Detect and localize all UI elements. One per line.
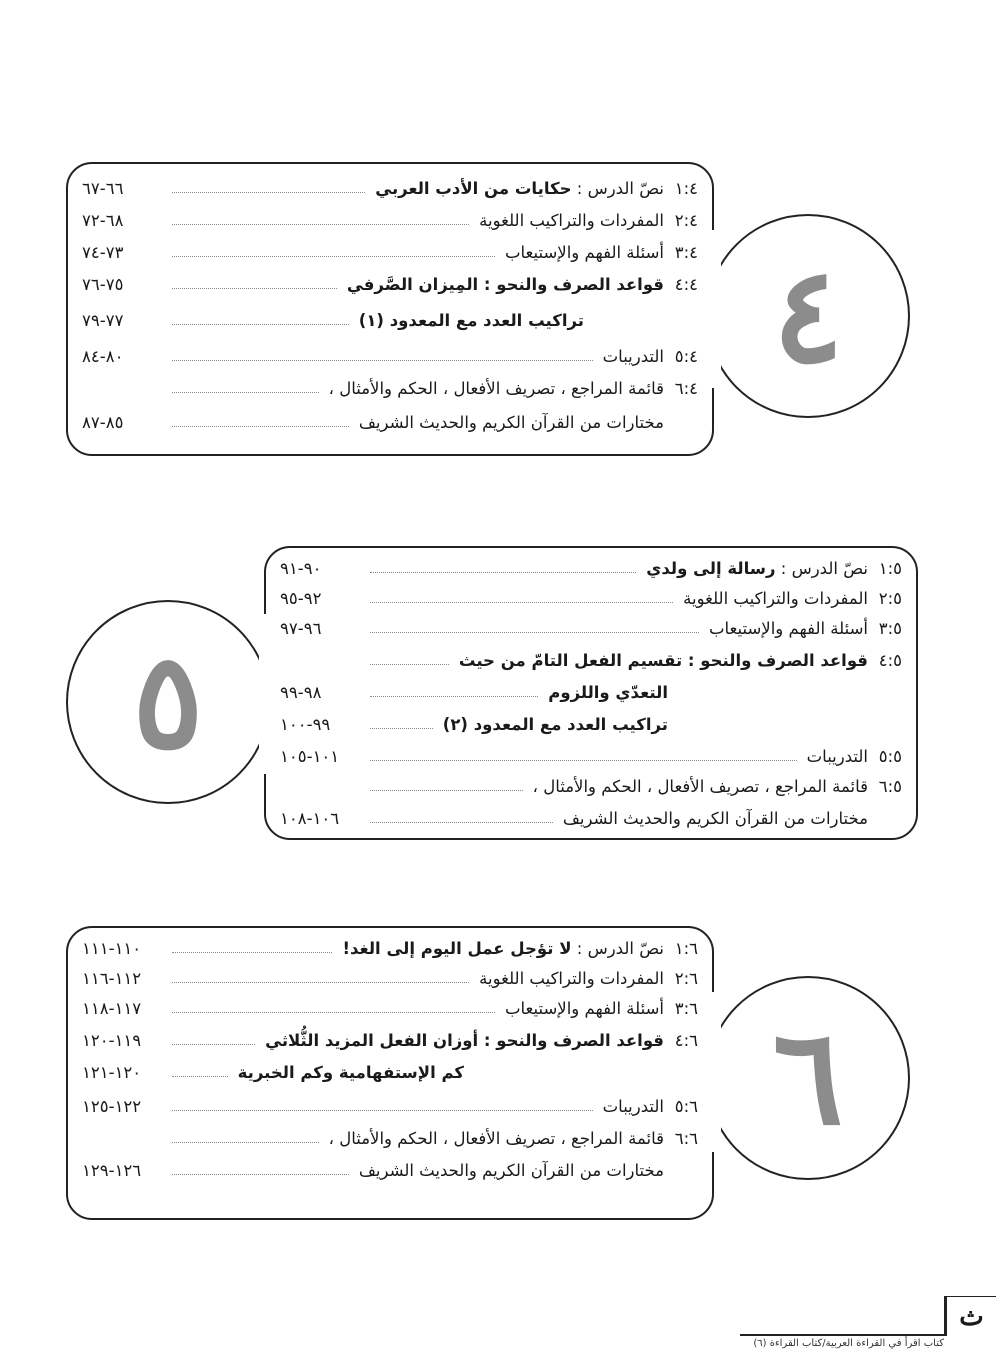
section-title-part: أسئلة الفهم والإستيعاب [505, 999, 664, 1018]
dot-leader [172, 1110, 593, 1111]
toc-row [68, 408, 712, 438]
toc-row [68, 174, 712, 204]
section-title [563, 809, 868, 828]
section-title-part: المفردات والتراكيب اللغوية [479, 969, 664, 988]
section-title-part: المفردات والتراكيب اللغوية [479, 211, 664, 230]
toc-row [68, 964, 712, 994]
toc-row [68, 270, 712, 300]
section-number: ١:٥ [878, 559, 902, 578]
dot-leader [370, 696, 538, 697]
section-title-part: حكايات من الأدب العربي [375, 179, 572, 198]
section-title-part: التدريبات [602, 347, 664, 366]
section-title [505, 999, 664, 1018]
section-number: ١:٦ [674, 939, 698, 958]
toc-row [68, 994, 712, 1024]
toc-row [68, 1124, 712, 1154]
section-number: ٥:٦ [674, 1097, 698, 1116]
section-title-part: قائمة المراجع ، تصريف الأفعال ، الحكم والأمثال ، [328, 379, 664, 398]
section-number: ٢:٤ [674, 211, 698, 230]
dot-leader [172, 982, 469, 983]
toc-row [266, 646, 916, 676]
toc-row [68, 374, 712, 404]
page-range: ٧٥-٧٦ [82, 275, 124, 294]
section-title [807, 747, 868, 766]
section-title-part: نصّ الدرس : [571, 179, 664, 198]
section-title-part: المفردات والتراكيب اللغوية [683, 589, 868, 608]
page-range: ١٠٦-١٠٨ [280, 809, 340, 828]
section-title-part: أسئلة الفهم والإستيعاب [505, 243, 664, 262]
footer-book-title: كتاب اقرأ في القراءة العربية/كتاب القراءة (٦) [753, 1338, 944, 1349]
section-title [709, 619, 868, 638]
toc-row [68, 306, 712, 336]
toc-row [266, 554, 916, 584]
section-title-part: مختارات من القرآن الكريم والحديث الشريف [358, 413, 664, 432]
dot-leader [172, 324, 349, 325]
section-number: ٦:٥ [878, 777, 902, 796]
section-title [683, 589, 868, 608]
page-range: ٩٢-٩٥ [280, 589, 322, 608]
dot-leader [370, 728, 433, 729]
section-number: ٤:٤ [674, 275, 698, 294]
section-title-part: نصّ الدرس : [571, 939, 664, 958]
page-range: ٦٦-٦٧ [82, 179, 124, 198]
dot-leader [172, 426, 349, 427]
section-number: ٣:٥ [878, 619, 902, 638]
toc-row [68, 342, 712, 372]
page-letter: ث [944, 1296, 996, 1336]
section-number: ٣:٤ [674, 243, 698, 262]
page-range: ١٢٢-١٢٥ [82, 1097, 142, 1116]
page-range: ٩٩-١٠٠ [280, 715, 331, 734]
section-number: ٣:٦ [674, 999, 698, 1018]
page-range: ٧٧-٧٩ [82, 311, 124, 330]
section-title [359, 413, 664, 432]
dot-leader [172, 1076, 228, 1077]
toc-row [266, 772, 916, 802]
page-range: ٩٦-٩٧ [280, 619, 322, 638]
section-title-part: تراكيب العدد مع المعدود (١) [358, 311, 584, 330]
toc-row [266, 710, 916, 740]
section-number: ١:٤ [674, 179, 698, 198]
section-number: ٢:٦ [674, 969, 698, 988]
page-range: ٨٠-٨٤ [82, 347, 124, 366]
unit-4-numeral: ٤ [772, 238, 844, 393]
section-title-part: مختارات من القرآن الكريم والحديث الشريف [358, 1161, 664, 1180]
section-title [347, 275, 664, 294]
dot-leader [172, 1174, 349, 1175]
page-range: ١٠١-١٠٥ [280, 747, 340, 766]
unit-5-contents-box [264, 546, 918, 840]
section-title [603, 347, 664, 366]
section-title [265, 1031, 664, 1050]
section-title [359, 1161, 664, 1180]
section-title [459, 651, 868, 670]
section-title [603, 1097, 664, 1116]
section-title-part: قواعد الصرف والنحو : [478, 1031, 664, 1050]
page-range: ١٢٠-١٢١ [82, 1063, 142, 1082]
toc-row [266, 804, 916, 834]
section-title-part: قواعد الصرف والنحو : المِيزان الصَّرفي [346, 275, 664, 294]
unit-5-circle [66, 600, 270, 804]
section-title [329, 1129, 664, 1148]
dot-leader [172, 1012, 495, 1013]
section-title-part: تقسيم الفعل التامّ من حيث [458, 651, 683, 670]
section-title [329, 379, 664, 398]
dot-leader [370, 602, 673, 603]
section-number: ٢:٥ [878, 589, 902, 608]
dot-leader [370, 790, 523, 791]
section-title [375, 179, 664, 198]
dot-leader [172, 952, 332, 953]
toc-row [266, 614, 916, 644]
dot-leader [172, 224, 469, 225]
section-title [479, 211, 664, 230]
toc-row [266, 584, 916, 614]
page-range: ٩٨-٩٩ [280, 683, 322, 702]
page-range: ١١٩-١٢٠ [82, 1031, 142, 1050]
unit-5-numeral: ٥ [132, 624, 204, 779]
toc-row [266, 742, 916, 772]
section-number: ٥:٥ [878, 747, 902, 766]
page-range: ٨٥-٨٧ [82, 413, 124, 432]
dot-leader [172, 392, 319, 393]
section-title-part: رسالة إلى ولدي [646, 559, 776, 578]
toc-row [68, 1092, 712, 1122]
section-title-part: كم الإستفهامية وكم الخبرية [237, 1063, 464, 1082]
unit-6-numeral: ٦ [772, 1000, 844, 1155]
section-number: ٦:٤ [674, 379, 698, 398]
section-number: ٤:٦ [674, 1031, 698, 1050]
section-title-part: قائمة المراجع ، تصريف الأفعال ، الحكم والأمثال ، [328, 1129, 664, 1148]
dot-leader [172, 192, 365, 193]
toc-row [68, 1026, 712, 1056]
section-title-part: التدريبات [806, 747, 868, 766]
dot-leader [172, 1044, 255, 1045]
dot-leader [172, 360, 593, 361]
section-number: ٥:٤ [674, 347, 698, 366]
section-title-part: قائمة المراجع ، تصريف الأفعال ، الحكم والأمثال ، [532, 777, 868, 796]
toc-row [68, 206, 712, 236]
section-title [533, 777, 868, 796]
toc-row [68, 1156, 712, 1186]
page-range: ١١٠-١١١ [82, 939, 142, 958]
section-title-part: لا تؤجل عمل اليوم إلى الغد! [342, 939, 572, 958]
section-title-part: التعدّي واللزوم [548, 683, 668, 702]
section-title [505, 243, 664, 262]
dot-leader [172, 1142, 319, 1143]
section-number: ٤:٥ [878, 651, 902, 670]
page-range: ٧٣-٧٤ [82, 243, 124, 262]
section-title [238, 1063, 464, 1082]
section-title-part: مختارات من القرآن الكريم والحديث الشريف [562, 809, 868, 828]
section-title [342, 939, 664, 958]
dot-leader [370, 664, 449, 665]
section-title-part: أوزان الفعل المزيد الثُّلاثي [265, 1031, 479, 1050]
page-range: ٦٨-٧٢ [82, 211, 124, 230]
toc-row [68, 1058, 712, 1088]
page-range: ١٢٦-١٢٩ [82, 1161, 142, 1180]
section-title-part: التدريبات [602, 1097, 664, 1116]
page-range: ١١٧-١١٨ [82, 999, 142, 1018]
dot-leader [370, 822, 553, 823]
unit-6-circle [706, 976, 910, 1180]
section-title-part: قواعد الصرف والنحو : [682, 651, 868, 670]
section-title [443, 715, 668, 734]
unit-4-circle [706, 214, 910, 418]
toc-row [68, 934, 712, 964]
section-title-part: أسئلة الفهم والإستيعاب [709, 619, 868, 638]
dot-leader [370, 632, 699, 633]
toc-row [68, 238, 712, 268]
dot-leader [370, 572, 636, 573]
dot-leader [370, 760, 797, 761]
section-title [359, 311, 584, 330]
page-range: ١١٢-١١٦ [82, 969, 142, 988]
section-title [646, 559, 868, 578]
section-title-part: تراكيب العدد مع المعدود (٢) [442, 715, 668, 734]
section-title [548, 683, 668, 702]
unit-6-contents-box [66, 926, 714, 1220]
dot-leader [172, 256, 495, 257]
page-range: ٩٠-٩١ [280, 559, 322, 578]
dot-leader [172, 288, 337, 289]
section-title-part: نصّ الدرس : [775, 559, 868, 578]
footer-divider [740, 1334, 944, 1336]
unit-4-contents-box [66, 162, 714, 456]
section-title [479, 969, 664, 988]
toc-row [266, 678, 916, 708]
section-number: ٦:٦ [674, 1129, 698, 1148]
